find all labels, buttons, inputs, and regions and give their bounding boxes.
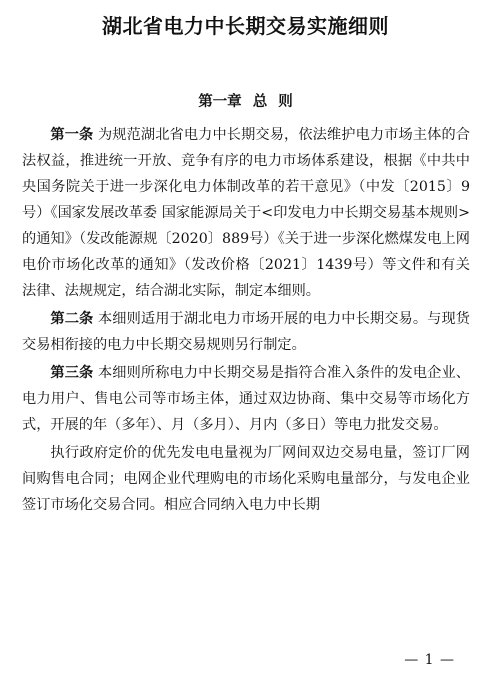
article-2-label: 第二条 <box>50 311 94 327</box>
article-2-paragraph <box>22 306 470 358</box>
article-3-continuation-paragraph <box>22 440 470 518</box>
article-3-continuation-text: 执行政府定价的优先发电电量视为厂网间双边交易电量，签订厂网间购售电合同；电网企业代理购电的市场化采购电量部分，与发电企业签订市场化交易合同。相应合同纳入电力中长期 <box>22 445 470 513</box>
article-1-label: 第一条 <box>50 127 94 143</box>
document-body <box>22 122 470 520</box>
article-2-text: 本细则适用于湖北电力市场开展的电力中长期交易。与现货交易相衔接的电力中长期交易规则另行制定。 <box>22 311 470 353</box>
document-title: 湖北省电力中长期交易实施细则 <box>102 14 389 38</box>
article-3-label: 第三条 <box>50 365 94 381</box>
chapter-heading: 第一章 总 则 <box>198 94 293 110</box>
article-3-paragraph <box>22 360 470 438</box>
article-3-text: 本细则所称电力中长期交易是指符合准入条件的发电企业、电力用户、售电公司等市场主体，通过双边协商、集中交易等市场化方式，开展的年（多年）、月（多月）、月内（多日）等电力批发交易。 <box>22 365 470 433</box>
article-1-text: 为规范湖北省电力中长期交易，依法维护电力市场主体的合法权益，推进统一开放、竞争有序的电力市场体系建设，根据《中共中央国务院关于进一步深化电力体制改革的若干意见》（中发〔2015〕9号）《国家发展改革委 国家能源局关于<印发电力中长期交易基本规则>的通知》（发改能源规〔2020〕889号）《关于进一步深化燃煤发电上网电价市场化改革的通知》（发改价格〔2021〕1439号）等文件和有关法律、法规规定，结合湖北实际，制定本细则。 <box>22 127 470 299</box>
page-number: — 1 — <box>404 652 455 668</box>
article-1-paragraph <box>22 122 470 304</box>
